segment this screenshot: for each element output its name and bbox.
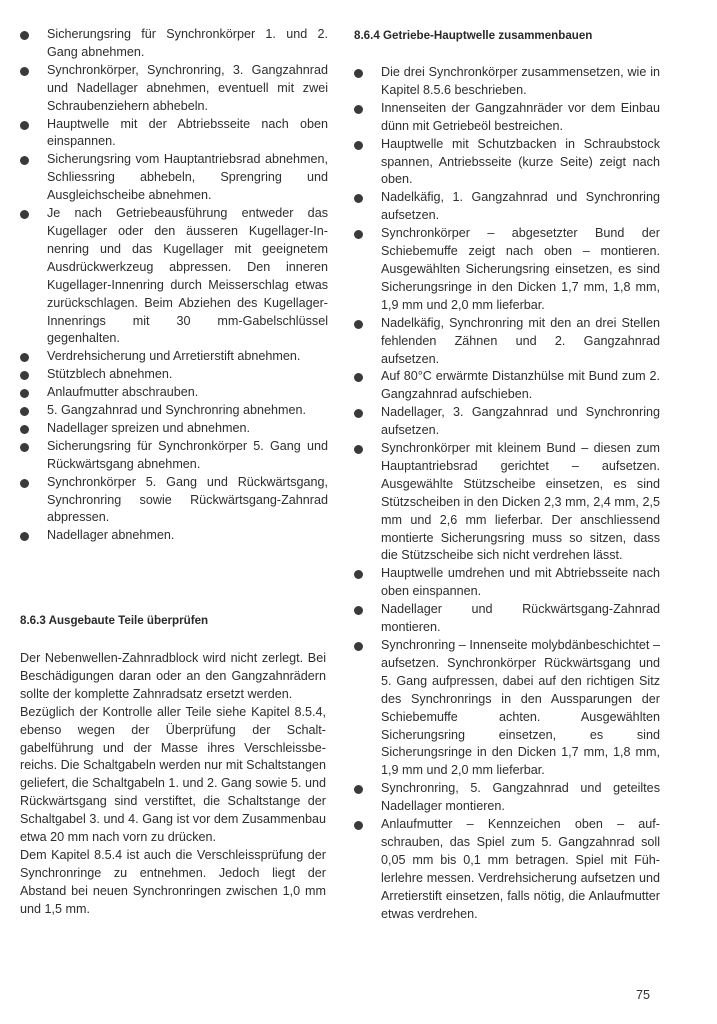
step-text: Die drei Synchronkörper zusammensetzen, wie in Kapitel 8.5.6 beschrieben. <box>381 65 660 97</box>
step-text: Nadelkäfig, 1. Gangzahnrad und Synchronring aufsetzen. <box>381 190 660 223</box>
assembly-steps-list <box>354 64 660 924</box>
bullet-icon <box>20 443 29 452</box>
step-text: Sicherungsring für Synchronkörper 1. und 2. Gang abnehmen. <box>47 27 328 59</box>
step-text: Innenseiten der Gangzahnräder vor dem Einbau dünn mit Getriebeöl bestreichen. <box>381 100 660 133</box>
bullet-icon <box>354 141 363 150</box>
step-text: Verdrehsicherung und Arretierstift abnehmen. <box>47 349 301 364</box>
step-text: Nadellager spreizen und abnehmen. <box>47 420 251 435</box>
bullet-icon <box>20 479 29 488</box>
list-item <box>354 189 660 225</box>
step-text: Anlaufmutter – Kennzeichen oben – aufschrauben, das Spiel zum 5. Gangzahnrad soll 0,05 mm bis 0,1 mm betragen. Spiel mit Fühlerlehre messen. Verdrehsicherung aufsetzen und Arretierstift einsetzen, falls nötig, die Anlaufmutter etwas verdrehen. <box>381 817 660 921</box>
bullet-icon <box>354 445 363 454</box>
bullet-icon <box>20 121 29 130</box>
list-item <box>354 637 660 780</box>
bullet-icon <box>20 389 29 398</box>
bullet-icon <box>20 353 29 362</box>
bullet-icon <box>354 821 363 830</box>
step-text: Sicherungsring für Synchronkörper 5. Gang und Rückwärtsgang abnehmen. <box>47 438 328 471</box>
bullet-icon <box>354 409 363 418</box>
list-item <box>20 474 328 528</box>
step-text: Nadellager, 3. Gangzahnrad und Synchronring aufsetzen. <box>381 405 660 438</box>
bullet-icon <box>20 407 29 416</box>
list-item <box>20 116 328 152</box>
step-text: Synchronkörper mit kleinem Bund – diesen zum Hauptantriebsrad gerichtet – aufsetzen. Ausgewählte Stützscheibe einsetzen, es sind Stützscheiben in den Dicken 2,3 mm, 2,4 mm, 2,5 mm und 2,6 mm lieferbar. Der anschliessend montierte Sicherungsring muss so sitzen, dass die Stützscheibe sich nicht verdrehen lässt. <box>381 441 660 563</box>
paragraph: Bezüglich der Kontrolle aller Teile siehe Kapitel 8.5.4, ebenso wegen der Überprüfung der Schaltgabelführung und der Masse ihres Verschleissbereichs. Die Schaltgabeln werden nur mit Schaltstangen geliefert, die Schaltgabeln 1. und 2. Gang sowie 5. und Rückwärtsgang sind verstiftet, die Schaltstange der Schaltgabel 3. und 4. Gang ist vor dem Zusammenbau etwa 20 mm nach vorn zu drücken. <box>20 704 326 845</box>
step-text: Stützblech abnehmen. <box>47 367 173 382</box>
step-text: Anlaufmutter abschrauben. <box>47 385 199 400</box>
list-item <box>20 62 328 116</box>
bullet-icon <box>354 69 363 78</box>
bullet-icon <box>354 606 363 615</box>
bullet-icon <box>20 156 29 165</box>
bullet-icon <box>20 371 29 380</box>
step-text: Nadellager und Rückwärtsgang-Zahnrad montieren. <box>381 602 660 635</box>
paragraph: Der Nebenwellen-Zahnradblock wird nicht zerlegt. Bei Beschädigungen daran oder an den Gangzahnrädern sollte der komplette Zahnradsatz ersetzt werden. <box>20 651 326 701</box>
list-item <box>354 601 660 637</box>
list-item <box>20 527 328 545</box>
bullet-icon <box>354 230 363 239</box>
step-text: Synchronring – Innenseite molybdänbeschichtet – aufsetzen. Synchronkörper Rückwärtsgang und 5. Gang aufpressen, dabei auf den richtigen Sitz des Synchronrings in den Aussparungen der Schiebemuffe achten. Ausgewählten Sicherungsring einsetzen, es sind Sicherungsringe in den Dicken 1,7 mm, 1,8 mm, 1,9 mm und 2,0 mm lieferbar. <box>381 638 660 778</box>
bullet-icon <box>20 31 29 40</box>
step-text: Nadelkäfig, Synchronring mit den an drei Stellen fehlenden Zähnen und 2. Gangzahnrad aufsetzen. <box>381 315 660 366</box>
list-item <box>354 315 660 369</box>
list-item <box>354 440 660 565</box>
list-item <box>20 26 328 62</box>
page-number: 75 <box>636 988 651 1002</box>
list-item <box>354 368 660 404</box>
list-item <box>354 136 660 190</box>
list-item <box>354 100 660 136</box>
step-text: Sicherungsring vom Hauptantriebsrad abnehmen, Schliessring abhebeln, Sprengring und Ausgleichscheibe abnehmen. <box>47 152 328 203</box>
list-item <box>20 366 328 384</box>
step-text: Hauptwelle mit Schutzbacken in Schraubstock spannen, Antriebsseite (kurze Seite) zeigt nach oben. <box>381 136 660 187</box>
section-heading-8-6-4: 8.6.4 Getriebe-Hauptwelle zusammenbauen <box>354 29 593 42</box>
bullet-icon <box>354 320 363 329</box>
step-text: Nadellager abnehmen. <box>47 528 175 543</box>
bullet-icon <box>354 570 363 579</box>
step-text: Synchronkörper, Synchronring, 3. Gangzahnrad und Nadellager abnehmen, eventuell mit zwei Schraubenziehern abhebeln. <box>47 62 328 113</box>
step-text: 5. Gangzahnrad und Synchronring abnehmen. <box>47 403 307 418</box>
bullet-icon <box>20 67 29 76</box>
list-item <box>354 64 660 100</box>
bullet-icon <box>354 194 363 203</box>
bullet-icon <box>20 425 29 434</box>
bullet-icon <box>354 373 363 382</box>
list-item <box>20 348 328 366</box>
step-text: Auf 80°C erwärmte Distanzhülse mit Bund zum 2. Gangzahnrad aufschieben. <box>381 369 660 402</box>
step-text: Hauptwelle mit der Abtriebsseite nach oben einspannen. <box>47 116 328 149</box>
list-item <box>20 384 328 402</box>
paragraph: Dem Kapitel 8.5.4 ist auch die Verschleissprüfung der Synchronringe zu entnehmen. Jedoch liegt der Abstand bei neuen Synchronringen zwischen 1,0 mm und 1,5 mm. <box>20 847 326 916</box>
bullet-icon <box>20 210 29 219</box>
list-item <box>20 205 328 348</box>
bullet-icon <box>20 532 29 541</box>
list-item <box>354 780 660 816</box>
list-item <box>20 402 328 420</box>
list-item <box>354 404 660 440</box>
step-text: Synchronring, 5. Gangzahnrad und geteiltes Nadellager montieren. <box>381 781 660 814</box>
step-text: Hauptwelle umdrehen und mit Abtriebsseite nach oben einspannen. <box>381 566 660 599</box>
list-item <box>20 420 328 438</box>
step-text: Synchronkörper 5. Gang und Rückwärtsgang, Synchronring sowie Rückwärtsgang-Zahnrad abpressen. <box>47 474 328 525</box>
disassembly-steps-list <box>20 26 328 545</box>
list-item <box>354 565 660 601</box>
section-heading-8-6-3: 8.6.3 Ausgebaute Teile überprüfen <box>20 614 209 627</box>
list-item <box>354 816 660 923</box>
list-item <box>354 225 660 315</box>
bullet-icon <box>354 105 363 114</box>
inspection-paragraphs <box>20 650 326 919</box>
step-text: Synchronkörper – abgesetzter Bund der Schiebemuffe zeigt nach oben – montieren. Ausgewählten Sicherungsring einsetzen, es sind Sicherungsringe in den Dicken 1,7 mm, 1,8 mm, 1,9 mm und 2,0 mm lieferbar. <box>381 226 660 312</box>
bullet-icon <box>354 642 363 651</box>
list-item <box>20 151 328 205</box>
step-text: Je nach Getriebeausführung entweder das Kugellager oder den äusseren Kugellager-Innenring und das Kugellager mit geeignetem Ausdrückwerkzeug abpressen. Den inneren Kugellager-Innenring durch Meisserschlag etwas zurückschlagen. Beim Abziehen des Kugellager-Innenrings mit 30 mm-Gabelschlüssel gegenhalten. <box>47 206 328 346</box>
bullet-icon <box>354 785 363 794</box>
list-item <box>20 438 328 474</box>
